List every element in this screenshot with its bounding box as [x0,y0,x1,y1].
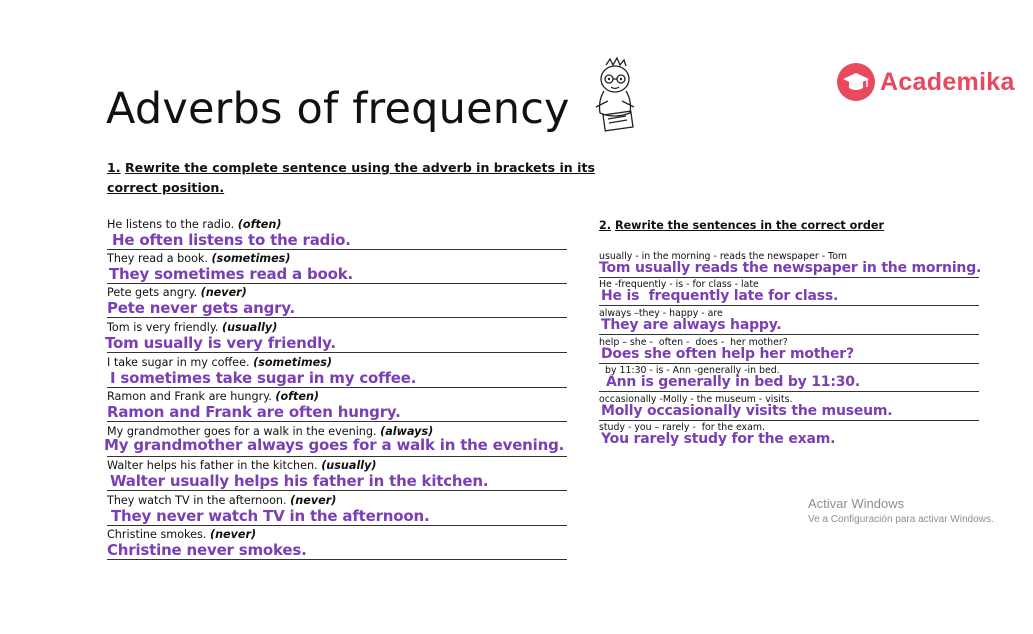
brand [836,62,1015,102]
item-prompt: by 11:30 - is - Ann -generally -in bed. [605,365,780,376]
item-answer[interactable]: Tom usually reads the newspaper in the morning. [599,260,982,276]
item-answer[interactable]: They never watch TV in the afternoon. [111,507,430,525]
graduation-cap-icon [836,62,876,102]
item-prompt: Ramon and Frank are hungry. [107,390,272,403]
item-answer[interactable]: I sometimes take sugar in my coffee. [110,369,417,387]
item-answer[interactable]: Walter usually helps his father in the kitchen. [110,472,489,490]
exercise2-item [599,422,979,450]
item-answer[interactable]: Pete never gets angry. [107,299,296,317]
item-answer[interactable]: Ramon and Frank are often hungry. [107,403,401,421]
item-hint: (sometimes) [211,252,291,265]
exercise2-item [599,279,979,307]
exercise1-heading [107,158,607,198]
exercise2-instruction: Rewrite the sentences in the correct order [614,219,884,232]
item-answer[interactable]: My grandmother always goes for a walk in the evening. [104,436,565,454]
item-hint: (never) [200,286,247,299]
item-prompt: occasionally -Molly - the museum - visits. [599,394,793,405]
answer-line [107,352,567,353]
answer-line [107,387,567,388]
item-prompt: Pete gets angry. [107,286,198,299]
answer-line [107,456,567,457]
item-prompt: They read a book. [107,252,208,265]
exercise2-item [599,337,979,365]
item-hint: (sometimes) [253,356,332,369]
item-hint: (often) [275,390,320,403]
brand-name: Academika [880,67,1015,96]
exercise1-item [107,459,567,493]
answer-line [107,317,567,318]
answer-line [599,363,979,364]
exercise1-item [107,356,567,390]
item-answer[interactable]: Molly occasionally visits the museum. [601,403,893,419]
item-hint: (usually) [321,459,377,472]
exercise1-item [107,218,567,252]
item-prompt: He -frequently - is - for class - late [599,279,759,290]
item-hint: (never) [209,528,257,541]
item-prompt: He listens to the radio. [107,218,235,231]
item-answer[interactable]: Does she often help her mother? [601,346,854,362]
exercise1-item [107,390,567,424]
answer-line [107,421,567,422]
exercise2-item [599,251,982,279]
page-title: Adverbs of frequency [106,84,570,134]
item-answer[interactable]: You rarely study for the exam. [601,431,836,447]
item-prompt: always –they - happy - are [599,308,723,319]
item-answer[interactable]: Ann is generally in bed by 11:30. [606,374,860,390]
exercise1-item [107,321,567,355]
answer-line [107,283,567,284]
item-prompt: Tom is very friendly. [107,321,219,334]
item-prompt: They watch TV in the afternoon. [107,494,287,507]
exercise1-item [107,252,567,286]
item-prompt: I take sugar in my coffee. [107,356,250,369]
watermark-title: Activar Windows [808,496,905,511]
exercise2-item [599,365,979,393]
item-prompt: Christine smokes. [107,528,207,541]
answer-line [599,277,979,278]
item-hint: (often) [237,218,282,231]
item-prompt: usually - in the morning - reads the newspaper - Tom [599,251,848,262]
item-answer[interactable]: He is frequently late for class. [601,288,839,304]
item-prompt: Walter helps his father in the kitchen. [107,459,318,472]
item-answer[interactable]: Christine never smokes. [107,541,307,559]
answer-line [107,249,567,250]
item-prompt: study - you – rarely - for the exam. [599,422,765,433]
answer-line [599,391,979,392]
exercise1-instruction: Rewrite the complete sentence using the adverb in brackets in its correct position. [107,160,595,195]
item-hint: (always) [380,425,434,438]
exercise1-item [107,286,567,320]
exercise1-item [107,494,567,528]
item-answer[interactable]: They are always happy. [601,317,782,333]
student-illustration [586,55,644,137]
item-prompt: My grandmother goes for a walk in the evening. [107,425,377,438]
answer-line [599,420,979,421]
exercise2-item [599,394,979,422]
exercise1-item [107,528,567,562]
answer-line [107,559,567,560]
item-answer[interactable]: They sometimes read a book. [109,265,354,283]
item-hint: (never) [290,494,337,507]
exercise1-item [104,425,567,459]
windows-activation-watermark [808,496,994,525]
answer-line [599,305,979,306]
item-hint: (usually) [221,321,278,334]
answer-line [107,525,567,526]
item-answer[interactable]: He often listens to the radio. [112,231,351,249]
item-answer[interactable]: Tom usually is very friendly. [105,334,336,352]
exercise2-item [599,308,979,336]
exercise2-number: 2. [599,219,612,232]
item-prompt: help – she - often - does - her mother? [599,337,788,348]
exercise1-number: 1. [107,160,121,175]
answer-line [599,334,979,335]
watermark-subtitle: Ve a Configuración para activar Windows. [808,514,994,525]
exercise2-heading [599,219,884,232]
answer-line [107,490,567,491]
